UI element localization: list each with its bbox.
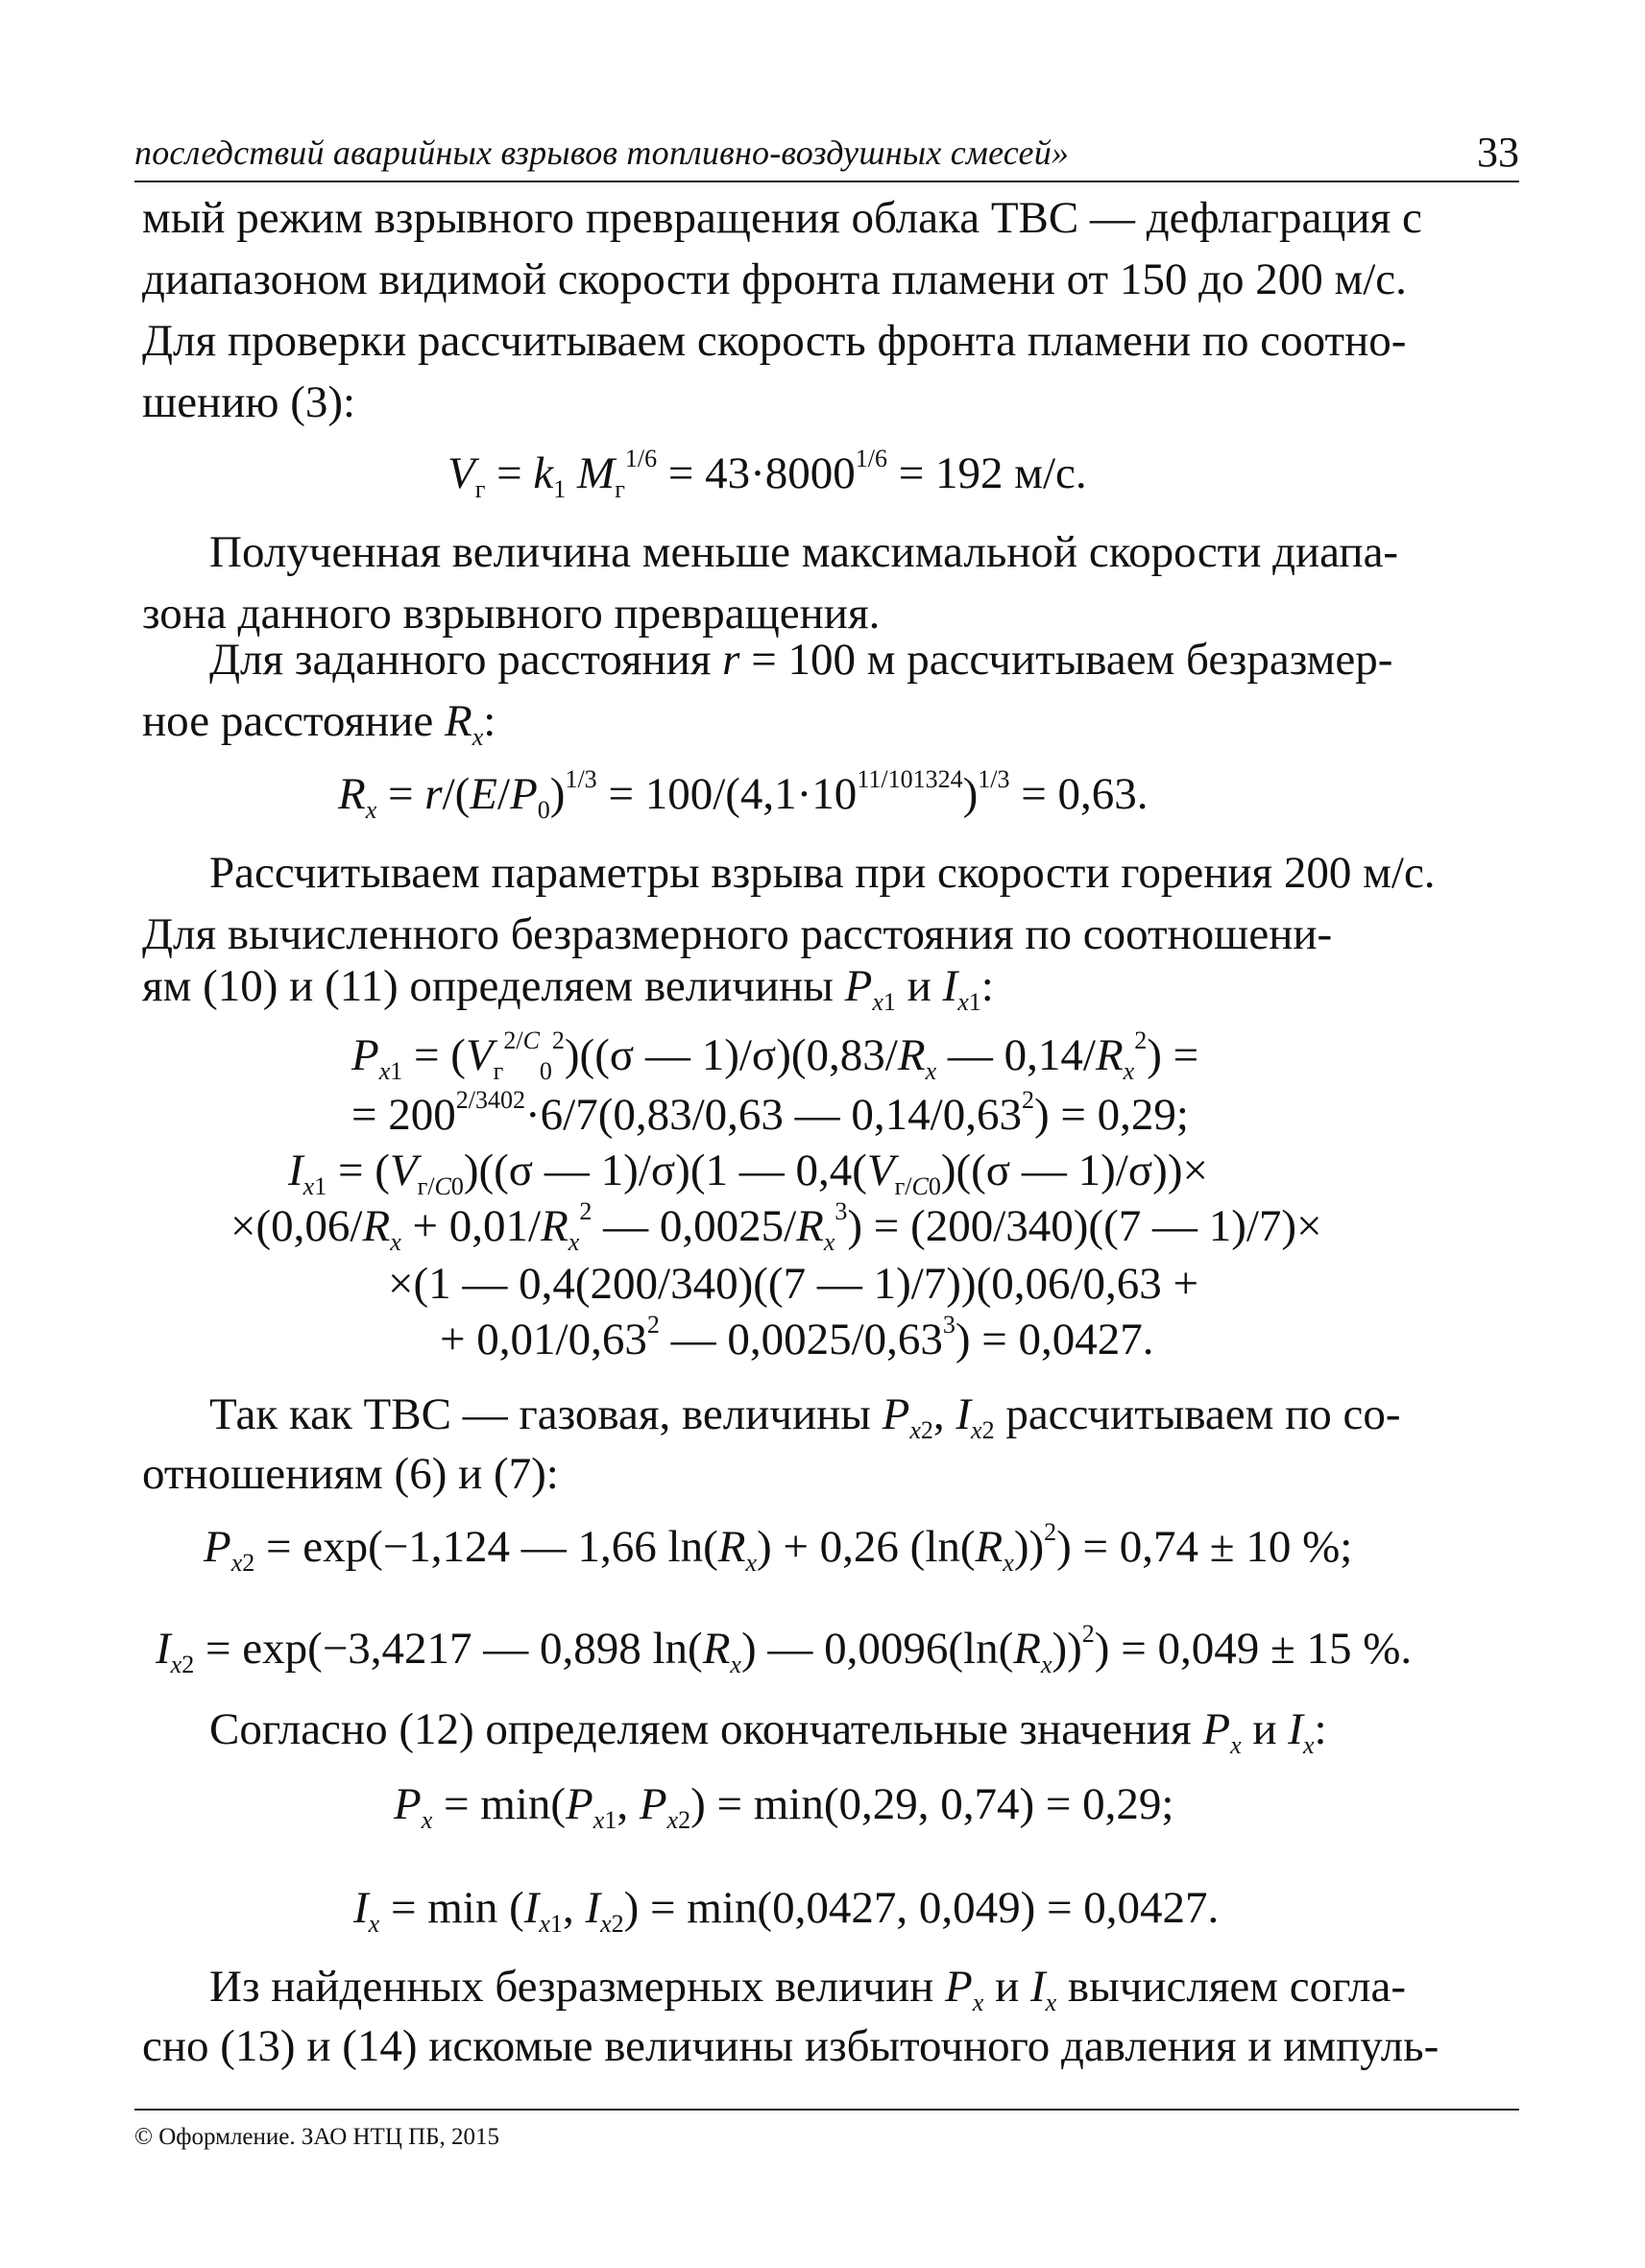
text-line: Из найденных безразмерных величин $P_x$ и $I_x$ вычисляем согла- (209, 1962, 1406, 2016)
equation-ix1-line3: ×(1 — 0,4(200/340)((7 — 1)/7))(0,06/0,63 + (388, 1259, 1199, 1309)
text-line: Для заданного расстояния r = 100 м рассчитываем безразмер- (209, 635, 1393, 685)
equation-px1-line1: $P_{x1} = (V_г^{2/C}_0^2)((\sigma$ — $1)/\sigma)(0,83/R_x$ — $0,14/R_x^2$) = (351, 1026, 1199, 1085)
footer-copyright: © Оформление. ЗАО НТЦ ПБ, 2015 (134, 2124, 500, 2150)
equation-velocity: $V_г = k_1$ $M_г^{1/6} = 43\cdot 8000^{1/6} = 192$ м/с. (448, 445, 1087, 503)
equation-ix1-line4: + $0,01/0,63^2$ — $0,0025/0,63^3) = 0,0427$. (440, 1311, 1154, 1364)
text-line: ям (10) и (11) определяем величины $P_{x1}$ и $I_{x1}$: (142, 961, 994, 1016)
equation-ix1-line1: $I_{x1} = (V_{г/C0})((\sigma$ — 1)/σ)(1 — $0,4(V_{г/C0})((\sigma$ — 1)/σ))× (288, 1146, 1208, 1200)
equation-ix: $I_x = \min (I_{x1}$, $I_{x2}) = \min(0,0427$, 0,049) = 0,0427. (353, 1883, 1220, 1938)
text-line: отношениям (6) и (7): (142, 1449, 559, 1499)
page-number: 33 (1477, 129, 1519, 176)
equation-rx: $R_x = r/(E/P_0)^{1/3} = 100/(4,1\cdot 10^{11/101324})^{1/3} = 0,63$. (338, 765, 1149, 824)
text-line: ное расстояние $R_x$: (142, 696, 496, 751)
equation-ix1-line2: $\times(0,06/R_x + 0,01/R_x^2$ — $0,0025/R_x^3) = (200/340)((7$ — 1)/7)× (230, 1197, 1322, 1256)
running-header (134, 123, 1519, 182)
equation-px: $P_x = \min(P_{x1}$, $P_{x2}) = \min(0,29$, 0,74) = 0,29; (394, 1779, 1174, 1834)
text-line: диапазоном видимой скорости фронта пламени от 150 до 200 м/с. (142, 254, 1407, 304)
text-line: Так как ТВС — газовая, величины $P_{x2}$, $I_{x2}$ рассчитываем по со- (209, 1389, 1401, 1444)
text-line: Полученная величина меньше максимальной скорости диапа- (209, 527, 1399, 577)
text-line: шению (3): (142, 377, 356, 427)
text-line: зона данного взрывного превращения. (142, 589, 881, 639)
text-line: Для проверки рассчитываем скорость фронта пламени по соотно- (142, 316, 1407, 366)
equation-ix2: $I_{x2} = \exp(-3,4217$ — 0,898 $\ln(R_x)$ — $0,0096(\ln(R_x))^2) = 0,049 \pm 15$ %. (156, 1620, 1413, 1678)
header-title: последствий аварийных взрывов топливно-воздушных смесей» (134, 133, 1070, 172)
equation-px2: $P_{x2} = \exp(-1,124$ — 1,66 $\ln(R_x) + 0,26$ $(\ln(R_x))^2) = 0,74 \pm 10$ %; (204, 1518, 1353, 1577)
text-line: Рассчитываем параметры взрыва при скорости горения 200 м/с. (209, 848, 1436, 898)
text-line: сно (13) и (14) искомые величины избыточного давления и импуль- (142, 2021, 1439, 2071)
text-line: Для вычисленного безразмерного расстояния по соотношени- (142, 909, 1333, 959)
text-line: мый режим взрывного превращения облака ТВС — дефлаграция с (142, 193, 1422, 243)
footer-rule (134, 2109, 1519, 2111)
text-line: Согласно (12) определяем окончательные значения $P_x$ и $I_x$: (209, 1704, 1327, 1759)
equation-px1-line2: = $200^{2/3402}\cdot 6/7(0,83/0,63$ — $0,14/0,63^2) = 0,29$; (351, 1086, 1189, 1140)
